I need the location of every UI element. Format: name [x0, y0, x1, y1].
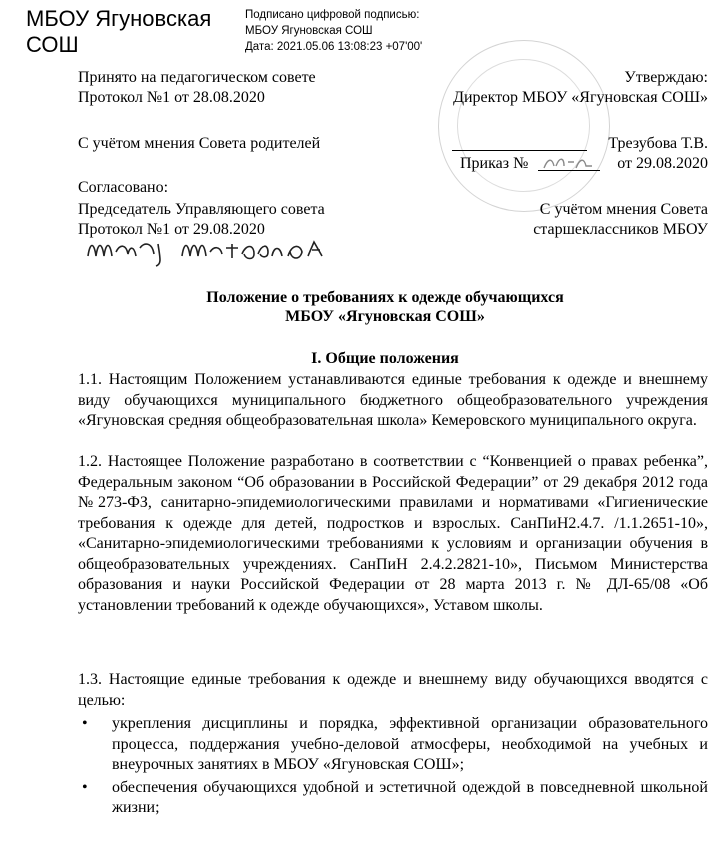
- order-date: от 29.08.2020: [617, 155, 708, 172]
- bullet-glyph: •: [82, 715, 88, 732]
- order-number-handwriting: [542, 154, 598, 172]
- bullet-glyph: •: [82, 778, 88, 796]
- board-chairman: Председатель Управляющего совета: [78, 201, 325, 218]
- order-number-label: Приказ №: [460, 155, 529, 172]
- signature-line-2: МБОУ Ягуновская СОШ: [245, 25, 373, 37]
- director-title: Директор МБОУ «Ягуновская СОШ»: [453, 89, 708, 106]
- paragraph-1-3: 1.3. Настоящие единые требования к одежде и внешнему виду обучающихся вводятся с целью:: [78, 671, 708, 709]
- official-stamp: [438, 40, 610, 212]
- document-title-line-1: Положение о требованиях к одежде обучающихся: [206, 289, 564, 306]
- section-heading: I. Общие положения: [311, 350, 459, 367]
- signature-line-1: Подписано цифровой подписью:: [245, 9, 420, 21]
- protocol-council: Протокол №1 от 28.08.2020: [78, 89, 265, 106]
- signature-meta: [245, 7, 422, 55]
- paragraph-1-2: 1.2. Настоящее Положение разработано в соответствии с “Конвенцией о правах ребенка”, Федеральным законом “Об образовании в Российской Федерации” от 29 декабря 2012 года №273-ФЗ, санитарно-эпидемиологическими правилами и нормативами «Гигиенические требования к одежде для детей, подростков и взрослых. СанПиН2.4.7. /1.1.2651-10», «Санитарно-эпидемиологическими требованиями к условиям и организации обучения в общеобразовательных учреждениях. СанПиН 2.4.2.2821-10», Письмом Министерства образования и науки Российской Федерации от 28 марта 2013 г. № ДЛ-65/08 «Об установлении требований к одежде обучающихся», Уставом школы.: [78, 453, 708, 614]
- signature-line-3: Дата: 2021.05.06 13:08:23 +07'00': [245, 41, 423, 53]
- director-signature-line: [452, 150, 587, 151]
- goals-list: [78, 714, 708, 821]
- list-item-text: обеспечения обучающихся удобной и эстетичной одеждой в повседневной школьной жизни;: [112, 778, 708, 816]
- chairman-handwritten-signature: [82, 234, 342, 268]
- student-council-note: С учётом мнения Совета: [539, 201, 708, 218]
- list-item: [78, 714, 708, 776]
- document-title-line-2: МБОУ «Ягуновская СОШ»: [285, 308, 485, 325]
- student-council-school: старшеклассников МБОУ: [533, 221, 708, 238]
- protocol-board: Протокол №1 от 29.08.2020: [78, 221, 265, 238]
- signature-organization: МБОУ Ягуновская СОШ: [26, 6, 212, 57]
- list-item: [78, 778, 708, 819]
- agreed-label: Согласовано:: [78, 179, 169, 196]
- director-name: Трезубова Т.В.: [608, 135, 708, 152]
- paragraph-1-1: 1.1. Настоящим Положением устанавливаются единые требования к одежде и внешнему виду обучающихся муниципального бюджетного общеобразовательного учреждения «Ягуновская средняя общеобразовательная школа» Кемеровского муниципального округа.: [78, 371, 708, 429]
- accepted-by-council: Принято на педагогическом совете: [78, 69, 316, 86]
- approve-label: Утверждаю:: [624, 69, 708, 86]
- parents-council-note: С учётом мнения Совета родителей: [78, 135, 321, 152]
- list-item-text: укрепления дисциплины и порядка, эффективной организации образовательного процесса, поддержания учебно-деловой атмосферы, необходимой на учебных и внеурочных занятиях в МБОУ «Ягуновская СОШ»;: [112, 715, 708, 773]
